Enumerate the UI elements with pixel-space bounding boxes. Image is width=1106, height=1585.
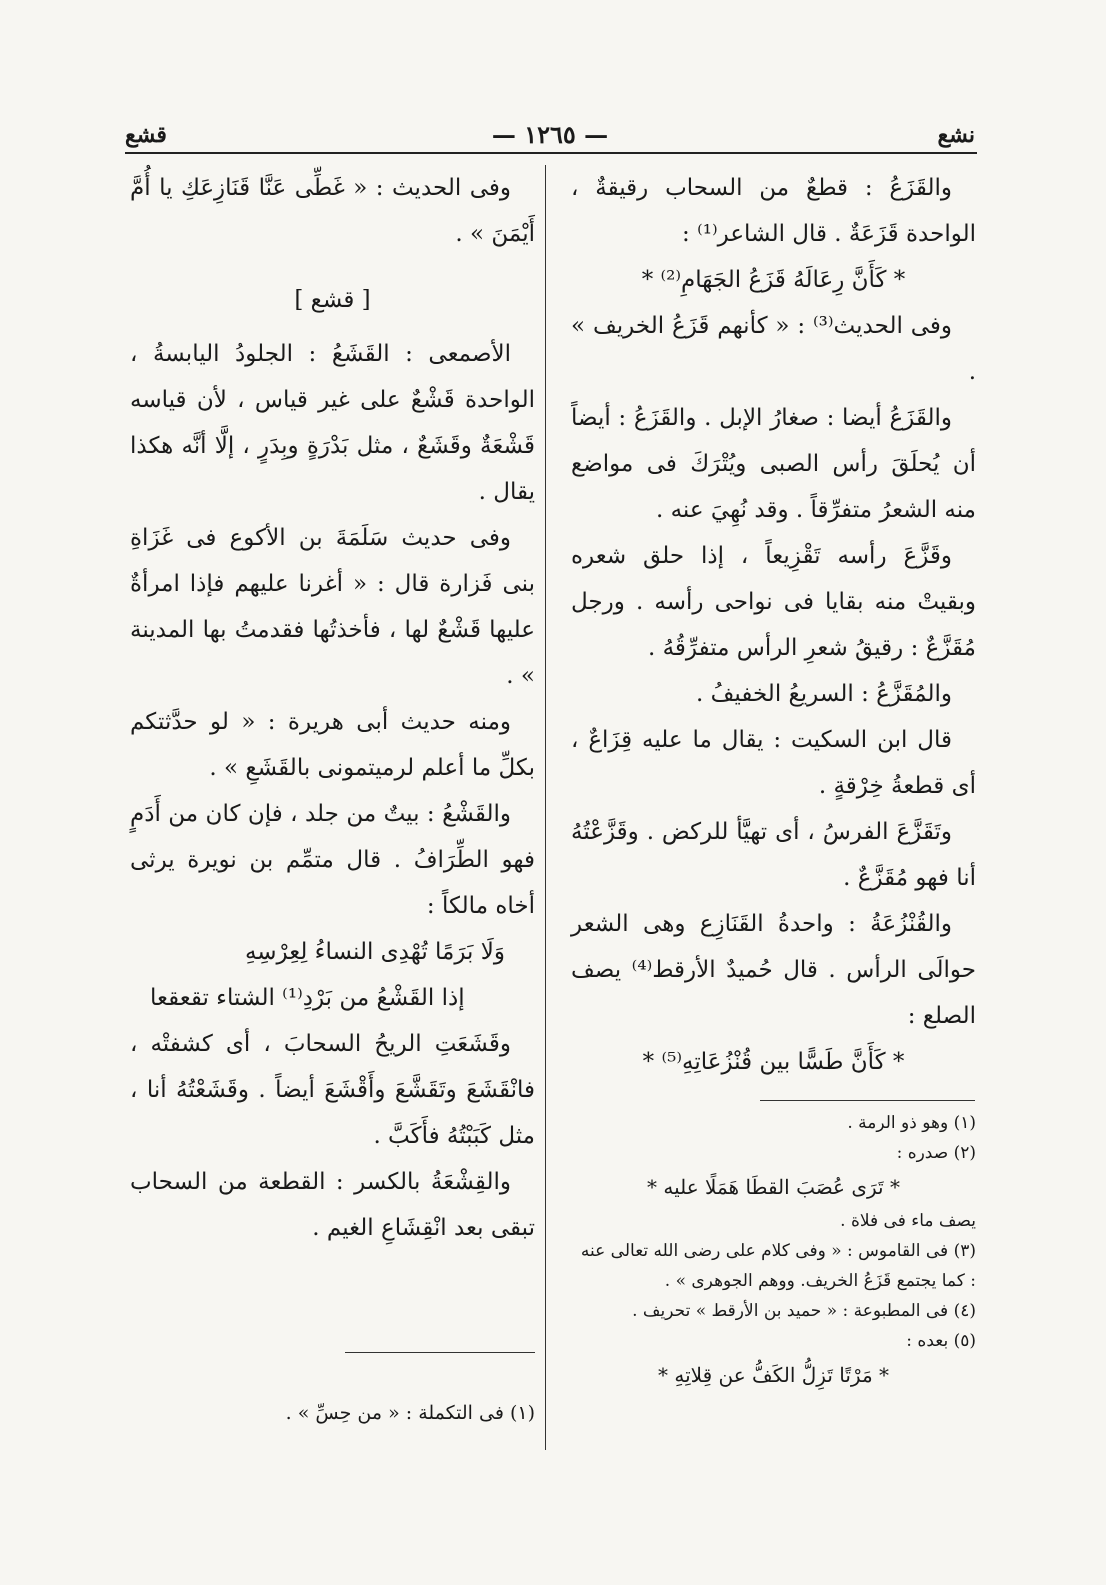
verse-line: * كَأَنَّ طَسًّا بين قُنْزُعَاتِهِ⁽⁵⁾ *	[642, 1049, 905, 1075]
paragraph: قال ابن السكيت : يقال ما عليه قِزَاعٌ ، أى قطعةُ خِرْقةٍ .	[571, 727, 976, 799]
verse-line: * كَأَنَّ رِعَالَهُ قَزَعُ الجَهَامِ⁽²⁾ *	[641, 267, 906, 293]
paragraph: وقَزَّعَ رأسه تَقْزِيعاً ، إذا حلق شعره وبقيتْ منه بقايا فى نواحى رأسه . ورجل مُقَزَّعٌ : رقيقُ شعرِ الرأس متفرِّقُهُ .	[571, 543, 976, 661]
paragraph: وفى حديث سَلَمَةَ بن الأكوع فى غَزَاةِ بنى فَزارة قال : « أغرنا عليهم فإذا امرأةٌ عليها قَشْعٌ لها ، فأخذتُها فقدمتُ بها المدينة » .	[130, 525, 535, 689]
footnote: يصف ماء فى فلاة .	[840, 1211, 976, 1231]
paragraph: والقَشْعُ : بيتٌ من جلد ، فإن كان من أَدَمٍ فهو الطِّرَافُ . قال متمِّم بن نويرة يرثى أخاه مالكاً :	[130, 801, 535, 919]
entry-heading: [ قشع ]	[294, 287, 371, 313]
right-footnotes	[571, 1108, 976, 1394]
header-root-right: نشع	[937, 122, 975, 148]
paragraph: والقِشْعَةُ بالكسر : القطعة من السحاب تبقى بعد انْقِشَاعِ الغيم .	[130, 1169, 535, 1241]
footnote: (٤) فى المطبوعة : « حميد بن الأرقط » تحريف .	[632, 1301, 976, 1321]
footnote: (٥) بعده :	[906, 1331, 976, 1351]
page-header	[125, 112, 975, 152]
column-divider	[545, 165, 546, 1450]
paragraph: وقَشَعَتِ الريحُ السحابَ ، أى كشفتْه ، فانْقَشَعَ وتَقَشَّعَ وأَقْشَعَ أيضاً . وقَشَعْتُهُ أنا ، مثل كَبَبْتُهُ فأَكَبَّ .	[130, 1031, 535, 1149]
paragraph: وتَقَزَّعَ الفرسُ ، أى تهيَّأ للركض . وقَزَّعْتُهُ أنا فهو مُقَزَّعٌ .	[571, 819, 976, 891]
paragraph: وفى الحديث⁽³⁾ : « كأنهم قَزَعُ الخريف » .	[571, 313, 976, 385]
verse-line: وَلَا بَرَمًا تُهْدِى النساءُ لِعِرْسِهِ	[244, 939, 505, 965]
right-column	[571, 165, 976, 1085]
paragraph: والقُنْزُعَةُ : واحدةُ القَنَازِع وهى الشعر حوالَى الرأس . قال حُميدٌ الأرقط⁽⁴⁾ يصف الصلع :	[571, 911, 976, 1029]
header-rule	[125, 152, 977, 154]
footnote: (١) وهو ذو الرمة .	[847, 1113, 976, 1133]
paragraph: ومنه حديث أبى هريرة : « لو حدَّثتكم بكلِّ ما أعلم لرميتمونى بالقَشَعِ » .	[130, 709, 535, 781]
paragraph: وفى الحديث : « غَطِّى عَنَّا قَنَازِعَكِ يا أُمَّ أَيْمَنَ » .	[130, 175, 535, 247]
footnote: (٢) صدره :	[896, 1143, 976, 1163]
header-root-left: قشع	[125, 122, 167, 148]
page-number: — ١٢٦٥ —	[491, 120, 609, 149]
left-footnotes	[130, 1398, 535, 1428]
footnote: (٣) فى القاموس : « وفى كلام على رضى الله تعالى عنه : كما يجتمع قَزَعُ الخريف. ووهم الجوهرى » .	[580, 1241, 976, 1291]
verse-line: إذا القَشْعُ من بَرْدِ⁽¹⁾ الشتاء تقعقعا	[150, 985, 465, 1011]
footnote-rule	[345, 1352, 535, 1353]
paragraph: والقَزَعُ : قطعٌ من السحاب رقيقةٌ ، الواحدة قَزَعَةٌ . قال الشاعر⁽¹⁾ :	[571, 175, 976, 247]
paragraph: الأصمعى : القَشَعُ : الجلودُ اليابسةُ ، الواحدة قَشْعٌ على غير قياس ، لأن قياسه قَشْعَةٌ وقَشَعٌ ، مثل بَدْرَةٍ وبِدَرٍ ، إلَّا أنَّه هكذا يقال .	[130, 341, 535, 505]
footnote-rule	[760, 1100, 975, 1101]
left-column	[130, 165, 535, 1251]
footnote-verse: * تَرَى عُصَبَ القطَا هَمَلًا عليه *	[647, 1175, 900, 1199]
footnote-verse: * مَرْتًا تَزِلُّ الكَفُّ عن قِلاتِهِ *	[657, 1363, 890, 1387]
footnote: (١) فى التكملة : « من حِسِّ » .	[285, 1402, 535, 1424]
paragraph: والقَزَعُ أيضا : صغارُ الإبل . والقَزَعُ : أيضاً أن يُحلَقَ رأس الصبى ويُتْرَكَ فى مواضع منه الشعرُ متفرِّقاً . وقد نُهِيَ عنه .	[571, 405, 976, 523]
paragraph: والمُقَزَّعُ : السريعُ الخفيفُ .	[695, 681, 952, 707]
